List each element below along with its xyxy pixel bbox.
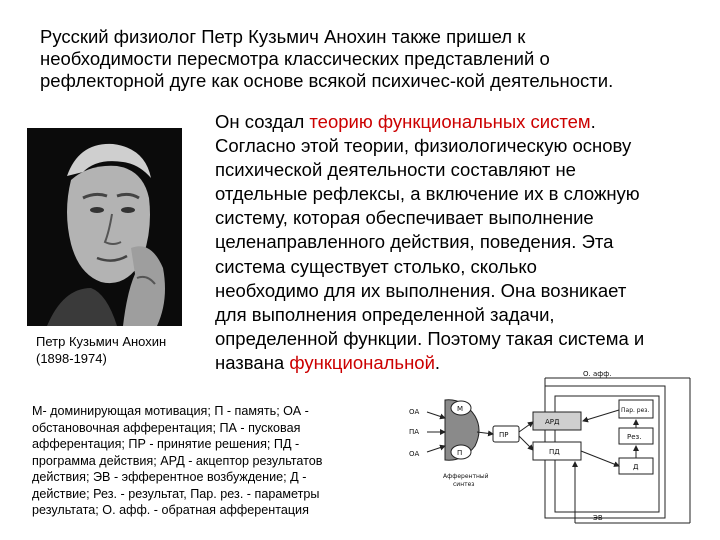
label-par-rez: Пар. рез.	[621, 407, 650, 414]
text-run: названа	[215, 351, 290, 373]
main-line: систему, которая обеспечивает выполнение	[215, 207, 594, 229]
arrow	[477, 432, 493, 434]
label-pr: ПР	[499, 431, 509, 439]
caption-name: Петр Кузьмич Анохин	[36, 334, 167, 349]
highlighted-term: теорию функциональных систем	[309, 111, 591, 132]
label-pd: ПД	[549, 448, 560, 456]
legend-line: программа действия; АРД - акцептор результатов	[32, 453, 323, 468]
portrait-caption	[36, 333, 166, 367]
legend-line: действия; ЭВ - эфферентное возбуждение; Д -	[32, 470, 307, 484]
main-line: целенаправленного действия, поведения. Эта	[215, 231, 614, 253]
main-line: необходимо для их выполнения. Она возникает	[215, 279, 627, 301]
abbreviation-legend	[32, 403, 372, 519]
label-ard: АРД	[545, 418, 560, 426]
main-line: отдельные рефлексы, а включение их в сложную	[215, 183, 640, 205]
label-p: П	[457, 449, 463, 457]
legend-line: результата; О. афф. - обратная афферентация	[32, 503, 309, 517]
label-pa: ПА	[409, 428, 420, 436]
legend-line: афферентация; ПР - принятие решения; ПД -	[32, 437, 300, 451]
label-ev: ЭВ	[593, 514, 603, 522]
arrow	[519, 436, 533, 450]
legend-line: обстановочная афферентация; ПА - пусковая	[32, 420, 301, 435]
functional-system-diagram	[405, 368, 705, 528]
text-run: .	[434, 351, 441, 373]
label-m: М	[457, 405, 464, 413]
main-line: определенной функции. Поэтому такая система и	[215, 327, 645, 349]
legend-line: М- доминирующая мотивация; П - память; ОА -	[32, 404, 309, 418]
arrow	[427, 446, 445, 452]
main-line: психической деятельности составляют не	[215, 159, 576, 181]
main-line	[215, 110, 695, 134]
intro-line: Русский физиолог Петр Кузьмич Анохин также пришел к	[40, 26, 526, 47]
arrow	[581, 451, 619, 466]
label-synthesis: синтез	[453, 481, 475, 488]
portrait-drawing	[27, 128, 182, 326]
label-oa: ОА	[409, 450, 420, 458]
arrow	[519, 422, 533, 432]
legend-line: действие; Рез. - результат, Пар. рез. - параметры	[32, 486, 320, 501]
arrow	[427, 412, 445, 418]
highlighted-term: функциональной	[289, 351, 435, 373]
intro-paragraph	[40, 26, 700, 92]
main-line: для выполнения определенной задачи,	[215, 303, 555, 325]
text-run: Он создал	[215, 111, 310, 132]
main-paragraph	[215, 110, 695, 375]
text-run: .	[590, 111, 596, 132]
main-line: Согласно этой теории, физиологическую основу	[215, 135, 632, 157]
main-line: система существует столько, сколько	[215, 255, 537, 277]
label-synthesis: Афферентный	[443, 473, 489, 480]
label-rez: Рез.	[627, 433, 642, 441]
label-oaff: О. афф.	[583, 370, 612, 378]
intro-line: рефлекторной дуге как основе всякой психичес-кой деятельности.	[40, 70, 614, 91]
label-d: Д	[633, 463, 639, 471]
label-oa: ОА	[409, 408, 420, 416]
portrait-photo	[27, 128, 182, 326]
arrow	[583, 410, 619, 421]
intro-line: необходимости пересмотра классических представлений о	[40, 48, 550, 69]
caption-years: (1898-1974)	[36, 351, 107, 366]
